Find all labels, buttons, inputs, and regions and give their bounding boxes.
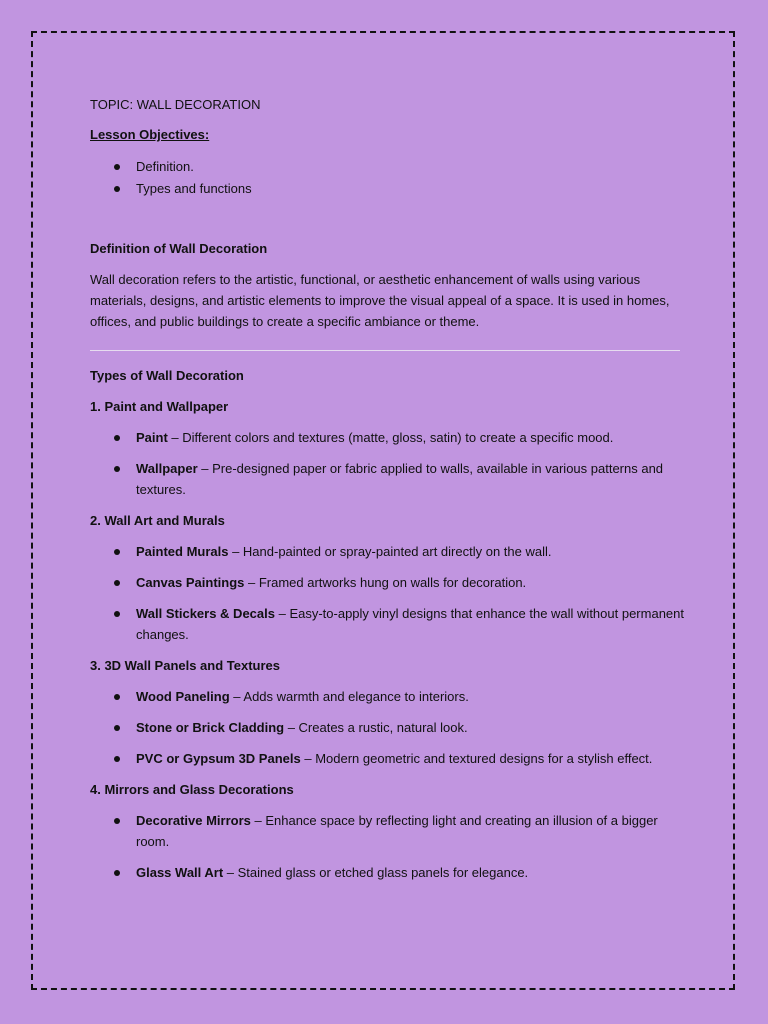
list-item bbox=[90, 572, 685, 593]
bullet-list bbox=[90, 427, 685, 500]
types-section-3 bbox=[90, 655, 685, 769]
types-section-2 bbox=[90, 510, 685, 645]
item-term: Canvas Paintings bbox=[136, 575, 245, 590]
types-heading: Types of Wall Decoration bbox=[90, 368, 244, 383]
bullet-list bbox=[90, 541, 685, 645]
objective-item: Definition. bbox=[90, 156, 685, 178]
bullet-list bbox=[90, 810, 685, 883]
section-title: 2. Wall Art and Murals bbox=[90, 513, 225, 528]
list-item bbox=[90, 748, 685, 769]
topic-title: TOPIC: WALL DECORATION bbox=[90, 97, 261, 112]
objectives-heading: Lesson Objectives: bbox=[90, 127, 210, 142]
section-title: 1. Paint and Wallpaper bbox=[90, 399, 229, 414]
types-section-4 bbox=[90, 779, 685, 883]
section-title: 4. Mirrors and Glass Decorations bbox=[90, 782, 294, 797]
document-content bbox=[90, 94, 685, 893]
list-item bbox=[90, 603, 685, 645]
objective-item: Types and functions bbox=[90, 178, 685, 200]
definition-heading: Definition of Wall Decoration bbox=[90, 241, 268, 256]
item-term: Wood Paneling bbox=[136, 689, 230, 704]
item-desc: – Hand-painted or spray-painted art directly on the wall. bbox=[228, 544, 552, 559]
item-term: Stone or Brick Cladding bbox=[136, 720, 285, 735]
list-item bbox=[90, 427, 685, 448]
list-item bbox=[90, 458, 685, 500]
list-item bbox=[90, 862, 685, 883]
item-term: PVC or Gypsum 3D Panels bbox=[136, 751, 301, 766]
item-term: Glass Wall Art bbox=[136, 865, 224, 880]
types-section-1 bbox=[90, 396, 685, 500]
item-desc: – Easy-to-apply vinyl designs that enhance the wall without permanent changes. bbox=[136, 606, 684, 642]
item-desc: – Modern geometric and textured designs for a stylish effect. bbox=[300, 751, 653, 766]
item-desc: – Creates a rustic, natural look. bbox=[284, 720, 468, 735]
list-item bbox=[90, 686, 685, 707]
item-term: Wall Stickers & Decals bbox=[136, 606, 275, 621]
item-term: Paint bbox=[136, 430, 168, 445]
item-term: Painted Murals bbox=[136, 544, 229, 559]
list-item bbox=[90, 541, 685, 562]
item-term: Wallpaper bbox=[136, 461, 198, 476]
divider bbox=[90, 350, 680, 351]
definition-text: Wall decoration refers to the artistic, functional, or aesthetic enhancement of walls using various materials, designs, and artistic elements to improve the visual appeal of a space. It is used in homes, offices, and public buildings to create a specific ambiance or theme. bbox=[90, 272, 670, 329]
item-term: Decorative Mirrors bbox=[136, 813, 251, 828]
objectives-list bbox=[90, 156, 685, 200]
item-desc: – Enhance space by reflecting light and creating an illusion of a bigger room. bbox=[136, 813, 658, 849]
item-desc: – Different colors and textures (matte, gloss, satin) to create a specific mood. bbox=[167, 430, 614, 445]
list-item bbox=[90, 717, 685, 738]
item-desc: – Framed artworks hung on walls for decoration. bbox=[244, 575, 527, 590]
item-desc: – Stained glass or etched glass panels for elegance. bbox=[223, 865, 529, 880]
item-desc: – Adds warmth and elegance to interiors. bbox=[229, 689, 469, 704]
bullet-list bbox=[90, 686, 685, 769]
section-title: 3. 3D Wall Panels and Textures bbox=[90, 658, 281, 673]
item-desc: – Pre-designed paper or fabric applied to walls, available in various patterns and textures. bbox=[136, 461, 664, 497]
list-item bbox=[90, 810, 685, 852]
